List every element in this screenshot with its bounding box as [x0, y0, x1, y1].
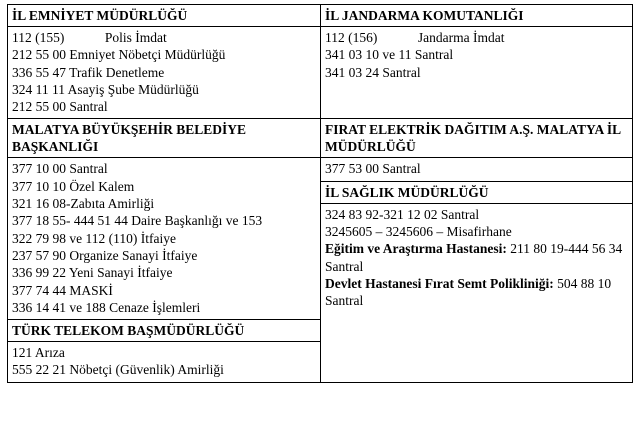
contact-line: 112 (155) Polis İmdat — [12, 30, 167, 45]
table-row — [8, 119, 633, 382]
section-body-gendarmerie — [321, 27, 632, 84]
contact-line: 336 14 41 ve 188 Cenaze İşlemleri — [12, 299, 201, 315]
section-body-health — [321, 204, 632, 313]
section-title-police: İL EMNİYET MÜDÜRLÜĞÜ — [8, 5, 320, 27]
section-body-telekom — [8, 342, 320, 382]
contact-line: 341 03 24 Santral — [325, 64, 421, 80]
section-title-health: İL SAĞLIK MÜDÜRLÜĞÜ — [321, 182, 632, 204]
subsection-health — [321, 181, 632, 313]
contact-line: 336 55 47 Trafik Denetleme — [12, 64, 165, 80]
contact-line: 321 16 08-Zabıta Amirliği — [12, 196, 155, 212]
table-row — [8, 5, 633, 119]
contact-line: 377 18 55- 444 51 44 Daire Başkanlığı ve 153 — [12, 213, 263, 229]
contact-line: 121 Arıza — [12, 345, 65, 361]
emergency-contacts-table — [7, 4, 633, 383]
contact-line: 341 03 10 ve 11 Santral — [325, 47, 454, 63]
section-title-municipality: MALATYA BÜYÜKŞEHİR BELEDİYE BAŞKANLIĞI — [8, 119, 320, 158]
facility-name: Devlet Hastanesi Fırat Semt Polikliniği: — [325, 275, 554, 291]
contact-line: 212 55 00 Emniyet Nöbetçi Müdürlüğü — [12, 47, 226, 63]
cell-electricity-health — [321, 119, 633, 382]
section-body-police — [8, 27, 320, 118]
contact-line: 377 74 44 MASKİ — [12, 282, 113, 298]
contact-line: 322 79 98 ve 112 (110) İtfaiye — [12, 230, 176, 246]
contact-line: 377 10 10 Özel Kalem — [12, 178, 135, 194]
contact-line: 555 22 21 Nöbetçi (Güvenlik) Amirliği — [12, 362, 224, 378]
subsection-telekom — [8, 319, 320, 382]
contact-line: 3245605 – 3245606 – Misafirhane — [325, 224, 512, 240]
cell-municipality-telekom — [8, 119, 321, 382]
contact-line: 324 11 11 Asayiş Şube Müdürlüğü — [12, 81, 199, 97]
contact-line: 377 10 00 Santral — [12, 161, 108, 177]
contact-line: 112 (156) Jandarma İmdat — [325, 30, 505, 45]
contact-line: 212 55 00 Santral — [12, 99, 108, 115]
section-body-municipality — [8, 158, 320, 319]
contact-line: 324 83 92-321 12 02 Santral — [325, 206, 480, 222]
cell-gendarmerie — [321, 5, 633, 119]
facility-numbers: 504 88 10 Santral — [325, 275, 615, 309]
section-title-telekom: TÜRK TELEKOM BAŞMÜDÜRLÜĞÜ — [8, 320, 320, 342]
section-title-gendarmerie: İL JANDARMA KOMUTANLIĞI — [321, 5, 632, 27]
section-title-electricity: FIRAT ELEKTRİK DAĞITIM A.Ş. MALATYA İL MÜDÜRLÜĞÜ — [321, 119, 632, 158]
contact-line: 336 99 22 Yeni Sanayi İtfaiye — [12, 265, 173, 281]
contact-line-rich — [325, 275, 628, 310]
contact-line: 237 57 90 Organize Sanayi İtfaiye — [12, 247, 198, 263]
facility-name: Eğitim ve Araştırma Hastanesi: — [325, 241, 507, 257]
contact-line: 377 53 00 Santral — [325, 161, 421, 177]
section-body-electricity — [321, 158, 632, 180]
cell-police — [8, 5, 321, 119]
contact-line-rich — [325, 240, 628, 275]
facility-numbers: 211 80 19-444 56 34 Santral — [325, 241, 626, 274]
